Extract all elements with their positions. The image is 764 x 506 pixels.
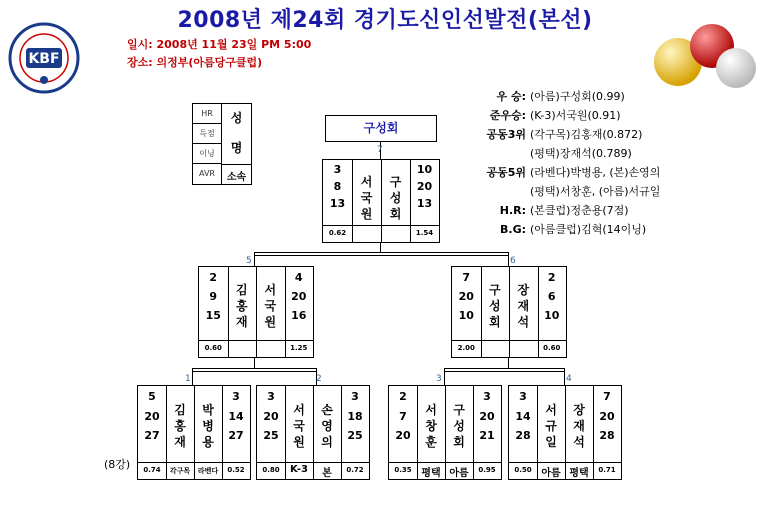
player-inning: 15 xyxy=(205,308,221,322)
player-name: 김 홍 재 xyxy=(174,402,186,449)
player-name: 장 재 석 xyxy=(573,402,585,449)
result-champion: 우 승: (아름)구성회(0.99) xyxy=(496,90,625,103)
player-inning: 10 xyxy=(458,308,474,322)
player-avr: 1.54 xyxy=(415,229,434,237)
player-inning: 13 xyxy=(416,197,433,211)
player-inning: 28 xyxy=(599,429,615,443)
player-name: 서 국 원 xyxy=(360,174,373,221)
player-team: 본 xyxy=(322,468,332,479)
match-number-semi-2: 6 xyxy=(510,256,516,266)
player-inning: 16 xyxy=(291,308,307,322)
player-score: 14 xyxy=(228,409,244,423)
player-name: 구 성 회 xyxy=(453,402,465,449)
player-name: 서 규 일 xyxy=(545,402,557,449)
match-number-quarter-2: 2 xyxy=(316,374,322,384)
match-quarter-1 xyxy=(137,385,251,480)
player-avr: 0.60 xyxy=(204,344,222,352)
player-team: 라벤다 xyxy=(197,467,219,475)
result-high-run: H.R: (본클럽)정춘용(7점) xyxy=(499,204,629,217)
match-number-quarter-4: 4 xyxy=(566,374,572,384)
result-third-1: 공동3위 (각구목)김홍재(0.872) xyxy=(486,128,643,141)
player-hr: 4 xyxy=(294,270,303,284)
match-number-quarter-1: 1 xyxy=(185,374,191,384)
player-score: 8 xyxy=(333,180,342,194)
player-inning: 13 xyxy=(329,197,346,211)
player-hr: 5 xyxy=(148,390,156,404)
match-quarter-4 xyxy=(508,385,622,480)
result-fifth-2: (평택)서창훈, (아름)서규일 xyxy=(530,185,661,198)
player-score: 20 xyxy=(144,409,160,423)
page-title: 2008년 제24회 경기도신인선발전(본선) xyxy=(177,8,593,33)
player-score: 20 xyxy=(416,180,433,194)
results-list xyxy=(466,88,660,240)
player-score: 20 xyxy=(263,409,279,423)
player-hr: 2 xyxy=(399,390,407,404)
match-number-final: 7 xyxy=(377,145,383,155)
player-avr: 0.71 xyxy=(598,466,616,474)
round-label: (8강) xyxy=(104,458,131,471)
player-inning: 28 xyxy=(515,429,531,443)
match-quarter-2 xyxy=(256,385,370,480)
player-hr: 3 xyxy=(267,390,275,404)
player-score: 18 xyxy=(347,409,363,423)
player-name: 장 재 석 xyxy=(517,283,530,330)
player-inning: 21 xyxy=(479,429,495,443)
player-name: 서 창 훈 xyxy=(425,402,437,449)
player-name: 손 영 의 xyxy=(321,402,333,449)
kbf-logo xyxy=(8,22,80,94)
player-avr: 2.00 xyxy=(457,344,475,352)
player-avr: 0.52 xyxy=(227,466,245,474)
match-semi-1 xyxy=(198,266,314,358)
event-place: 장소: 의정부(아름당구클럽) xyxy=(127,56,263,69)
player-team: 아름 xyxy=(541,468,561,479)
legend-score: 득점 xyxy=(193,124,222,144)
player-name: 김 홍 재 xyxy=(235,283,248,330)
player-hr: 3 xyxy=(483,390,491,404)
player-inning: 25 xyxy=(263,429,279,443)
result-third-2: (평택)장재석(0.789) xyxy=(530,147,632,160)
winner-box: 구성회 xyxy=(325,115,437,142)
player-team: 평택 xyxy=(569,468,589,479)
legend-inning: 이닝 xyxy=(193,144,222,164)
player-score: 20 xyxy=(291,289,307,303)
player-inning: 10 xyxy=(544,308,560,322)
player-hr: 7 xyxy=(462,270,471,284)
player-avr: 0.80 xyxy=(262,466,280,474)
player-score: 9 xyxy=(209,289,218,303)
player-name: 서 국 원 xyxy=(264,283,277,330)
legend-name: 성 명 xyxy=(230,111,243,155)
match-number-quarter-3: 3 xyxy=(436,374,442,384)
player-hr: 10 xyxy=(416,163,433,177)
legend-team: 소속 xyxy=(226,172,247,183)
player-avr: 0.50 xyxy=(514,466,532,474)
legend-avr: AVR xyxy=(193,164,222,184)
player-team: K-3 xyxy=(290,464,308,475)
player-name: 구 성 회 xyxy=(488,283,501,330)
player-inning: 25 xyxy=(347,429,363,443)
player-name: 서 국 원 xyxy=(293,402,305,449)
player-hr: 2 xyxy=(547,270,556,284)
logo-text: KBF xyxy=(28,51,60,67)
player-hr: 3 xyxy=(232,390,240,404)
match-number-semi-1: 5 xyxy=(246,256,252,266)
result-fifth-1: 공동5위 (라벤다)박병용, (본)손영의 xyxy=(486,166,661,179)
player-hr: 3 xyxy=(519,390,527,404)
result-runner-up: 준우승: (K-3)서국원(0.91) xyxy=(489,109,621,122)
event-date: 일시: 2008년 11월 23일 PM 5:00 xyxy=(127,38,312,51)
player-avr: 0.62 xyxy=(328,229,347,237)
player-hr: 7 xyxy=(603,390,611,404)
player-avr: 1.25 xyxy=(290,344,308,352)
match-quarter-3 xyxy=(388,385,502,480)
legend-box xyxy=(192,103,252,185)
legend-hr: HR xyxy=(193,104,222,124)
player-hr: 3 xyxy=(351,390,359,404)
match-semi-2 xyxy=(451,266,567,358)
player-avr: 0.35 xyxy=(394,466,412,474)
player-score: 20 xyxy=(479,409,495,423)
player-name: 구 성 회 xyxy=(389,174,402,221)
player-hr: 3 xyxy=(333,163,342,177)
player-avr: 0.60 xyxy=(543,344,561,352)
player-score: 6 xyxy=(547,289,556,303)
player-score: 20 xyxy=(599,409,615,423)
result-best-game: B.G: (아름클럽)김혁(14이닝) xyxy=(500,223,647,236)
player-score: 7 xyxy=(399,409,407,423)
player-inning: 27 xyxy=(144,429,160,443)
player-inning: 27 xyxy=(228,429,244,443)
player-score: 20 xyxy=(458,289,474,303)
player-name: 박 병 용 xyxy=(202,402,214,449)
billiard-balls-icon xyxy=(650,22,760,92)
player-score: 14 xyxy=(515,409,531,423)
player-team: 평택 xyxy=(421,468,441,479)
match-final xyxy=(322,159,440,243)
player-team: 아름 xyxy=(449,468,469,479)
player-hr: 2 xyxy=(209,270,218,284)
player-avr: 0.74 xyxy=(143,466,161,474)
player-inning: 20 xyxy=(395,429,411,443)
player-avr: 0.72 xyxy=(346,466,364,474)
player-team: 각구목 xyxy=(169,467,191,475)
player-avr: 0.95 xyxy=(478,466,496,474)
